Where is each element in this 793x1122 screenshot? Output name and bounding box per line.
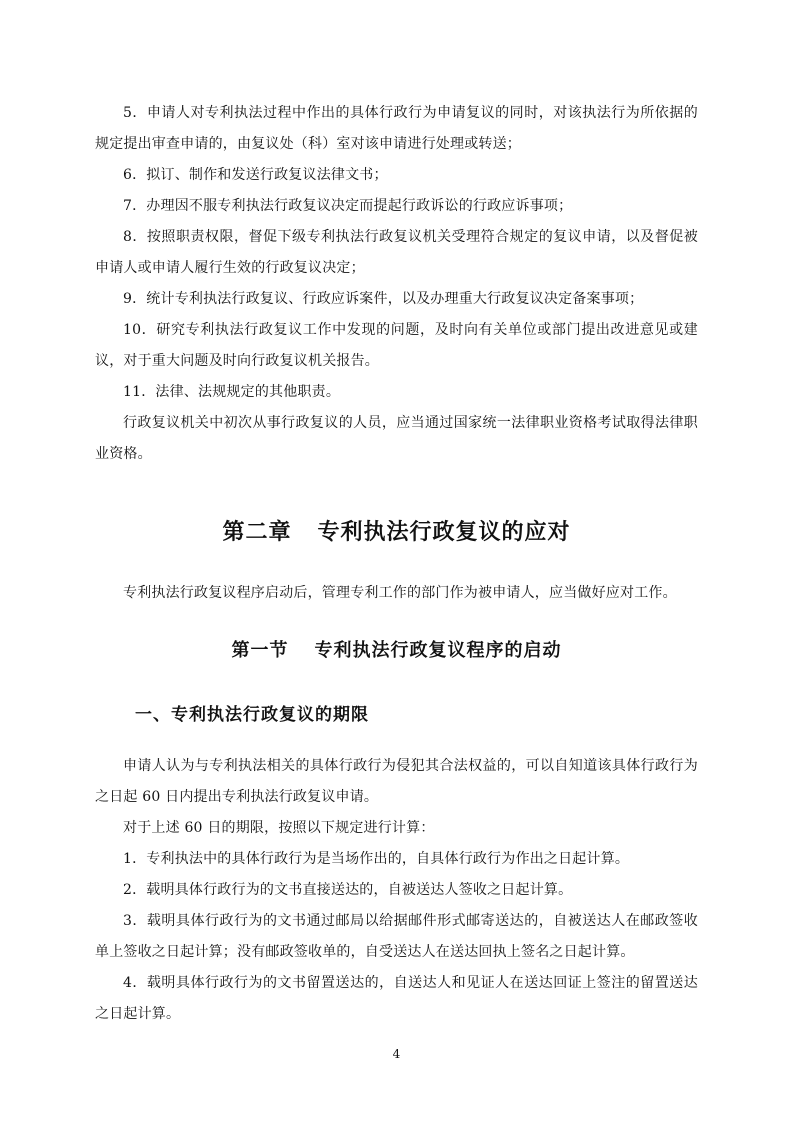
document-page (95, 98, 698, 1030)
section-number: 第一节 (231, 640, 289, 661)
paragraph-item-8: 8．按照职责权限，督促下级专利执法行政复议机关受理符合规定的复议申请，以及督促被申请人或申请人履行生效的行政复议决定； (95, 229, 698, 276)
paragraph-item-10: 10．研究专利执法行政复议工作中发现的问题，及时向有关单位或部门提出改进意见或建议，对于重大问题及时向行政复议机关报告。 (95, 322, 698, 369)
paragraph-rule-2: 2．载明具体行政行为的文书直接送达的，自被送达人签收之日起计算。 (123, 882, 573, 898)
chapter-number: 第二章 (222, 520, 292, 545)
section-title: 专利执法行政复议程序的启动 (314, 640, 562, 661)
paragraph-item-6: 6．拟订、制作和发送行政复议法律文书； (123, 167, 388, 183)
subsection-heading: 一、专利执法行政复议的期限 (135, 705, 369, 725)
paragraph-rule-3: 3．载明具体行政行为的文书通过邮局以给据邮件形式邮寄送达的，自被送达人在邮政签收单上签收之日起计算；没有邮政签收单的，自受送达人在送达回执上签名之日起计算。 (95, 913, 698, 960)
paragraph-rule-1: 1．专利执法中的具体行政行为是当场作出的，自具体行政行为作出之日起计算。 (123, 851, 630, 867)
chapter-intro: 专利执法行政复议程序启动后，管理专利工作的部门作为被申请人，应当做好应对工作。 (123, 585, 677, 601)
chapter-title: 专利执法行政复议的应对 (317, 520, 571, 545)
paragraph-rule-4: 4．载明具体行政行为的文书留置送达的，自送达人和见证人在送达回证上签注的留置送达之日起计算。 (95, 975, 698, 1022)
chapter-heading (95, 518, 698, 548)
section-heading (95, 637, 698, 665)
paragraph-deadline: 申请人认为与专利执法相关的具体行政行为侵犯其合法权益的，可以自知道该具体行政行为之日起 60 日内提出专利执法行政复议申请。 (95, 758, 698, 805)
paragraph-qualification: 行政复议机关中初次从事行政复议的人员，应当通过国家统一法律职业资格考试取得法律职业资格。 (95, 415, 698, 462)
paragraph-calculation: 对于上述 60 日的期限，按照以下规定进行计算： (123, 820, 435, 836)
paragraph-item-5: 5．申请人对专利执法过程中作出的具体行政行为申请复议的同时，对该执法行为所依据的规定提出审查申请的，由复议处（科）室对该申请进行处理或转送； (95, 105, 698, 152)
page-number: 4 (392, 1047, 401, 1061)
paragraph-item-7: 7．办理因不服专利执法行政复议决定而提起行政诉讼的行政应诉事项； (123, 198, 573, 214)
paragraph-item-9: 9．统计专利执法行政复议、行政应诉案件，以及办理重大行政复议决定备案事项； (123, 291, 644, 307)
paragraph-item-11: 11．法律、法规规定的其他职责。 (123, 384, 341, 400)
